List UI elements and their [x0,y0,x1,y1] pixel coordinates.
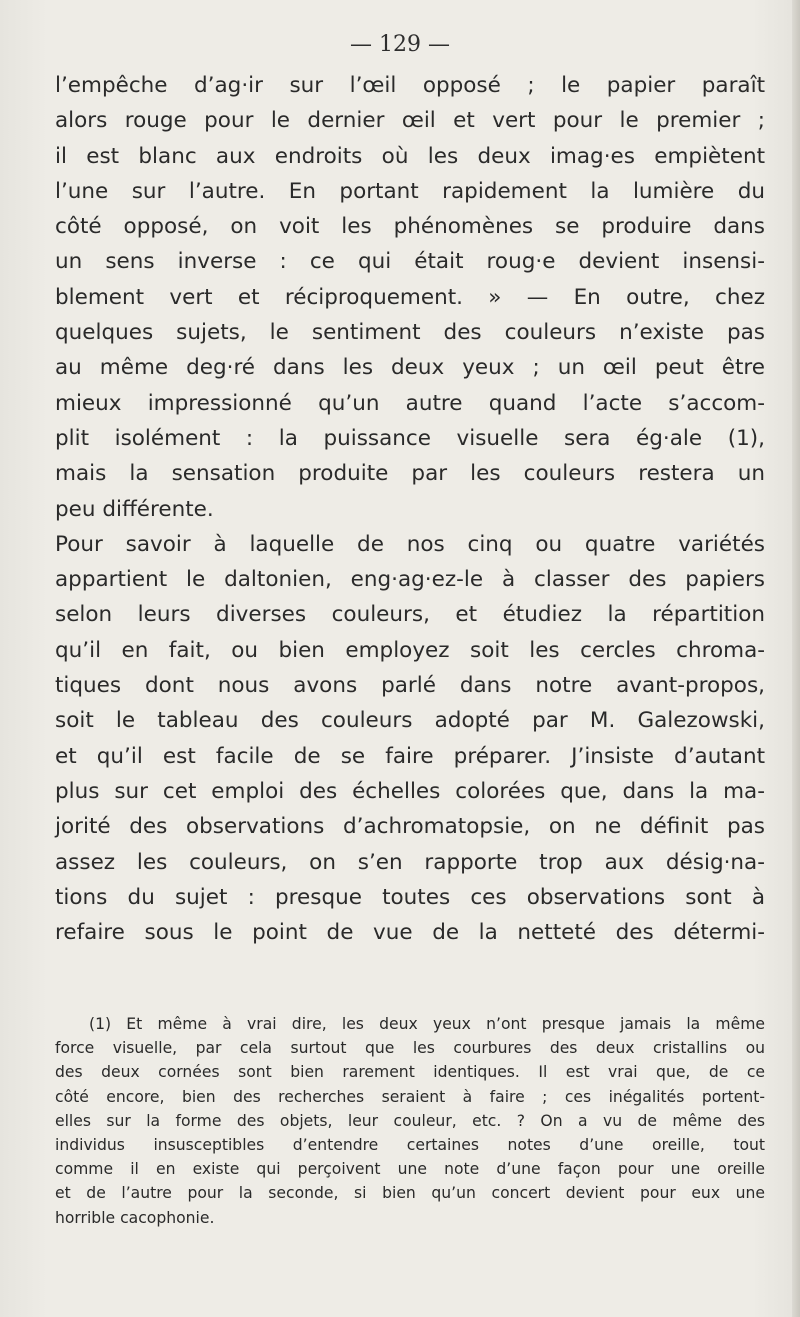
body-line: assez les couleurs, on s’en rapporte trop aux désig·na- [55,849,765,875]
footnote [55,1012,765,1230]
page-number: — 129 — [350,32,450,57]
footnote-line: horrible cacophonie. [55,1208,215,1227]
body-line: au même deg·ré dans les deux yeux ; un œil peut être [55,355,765,381]
body-line: soit le tableau des couleurs adopté par M. Galezowski, [55,708,765,734]
footnote-line: des deux cornées sont bien rarement identiques. Il est vrai que, de ce [55,1063,765,1082]
body-line: mais la sensation produite par les couleurs restera un [55,461,765,487]
page-edge [792,0,800,1317]
body-line: quelques sujets, le sentiment des couleurs n’existe pas [55,320,765,346]
footnote-line: elles sur la forme des objets, leur couleur, etc. ? On a vu de même des [55,1111,765,1130]
footnote-line: et de l’autre pour la seconde, si bien qu’un concert devient pour eux une [55,1184,765,1203]
footnote-line: côté encore, bien des recherches seraient à faire ; ces inégalités portent- [55,1087,765,1106]
footnote-line: comme il en existe qui perçoivent une note d’une façon pour une oreille [55,1160,765,1179]
body-line: plus sur cet emploi des échelles colorées que, dans la ma- [55,778,765,804]
body-line: Pour savoir à laquelle de nos cinq ou quatre variétés [55,531,765,557]
body-line: selon leurs diverses couleurs, et étudiez la répartition [55,602,765,628]
body-line: un sens inverse : ce qui était roug·e devient insensi- [55,249,765,275]
body-line: et qu’il est facile de se faire préparer. J’insiste d’autant [55,743,765,769]
body-line: plit isolément : la puissance visuelle sera ég·ale (1), [55,425,765,451]
body-line: tiques dont nous avons parlé dans notre avant-propos, [55,673,765,699]
body-line: côté opposé, on voit les phénomènes se produire dans [55,214,765,240]
body-line: peu différente. [55,496,214,522]
body-line: appartient le daltonien, eng·ag·ez-le à classer des papiers [55,567,765,593]
footnote-line: (1) Et même à vrai dire, les deux yeux n’ont presque jamais la même [89,1015,765,1033]
body-line: jorité des observations d’achromatopsie, on ne définit pas [55,814,765,840]
body-line: alors rouge pour le dernier œil et vert pour le premier ; [55,108,765,134]
body-text [55,68,765,950]
body-line: il est blanc aux endroits où les deux imag·es empiètent [55,143,765,169]
footnote-line: individus insusceptibles d’entendre certaines notes d’une oreille, tout [55,1136,765,1155]
body-line: tions du sujet : presque toutes ces observations sont à [55,884,765,910]
footnote-line: force visuelle, par cela surtout que les courbures des deux cristallins ou [55,1039,765,1058]
body-line: refaire sous le point de vue de la netteté des détermi- [55,920,765,946]
body-line: mieux impressionné qu’un autre quand l’acte s’accom- [55,390,765,416]
body-line: l’empêche d’ag·ir sur l’œil opposé ; le papier paraît [55,73,765,98]
body-line: l’une sur l’autre. En portant rapidement la lumière du [55,178,765,204]
body-line: blement vert et réciproquement. » — En outre, chez [55,284,765,310]
body-line: qu’il en fait, ou bien employez soit les cercles chroma- [55,637,765,663]
